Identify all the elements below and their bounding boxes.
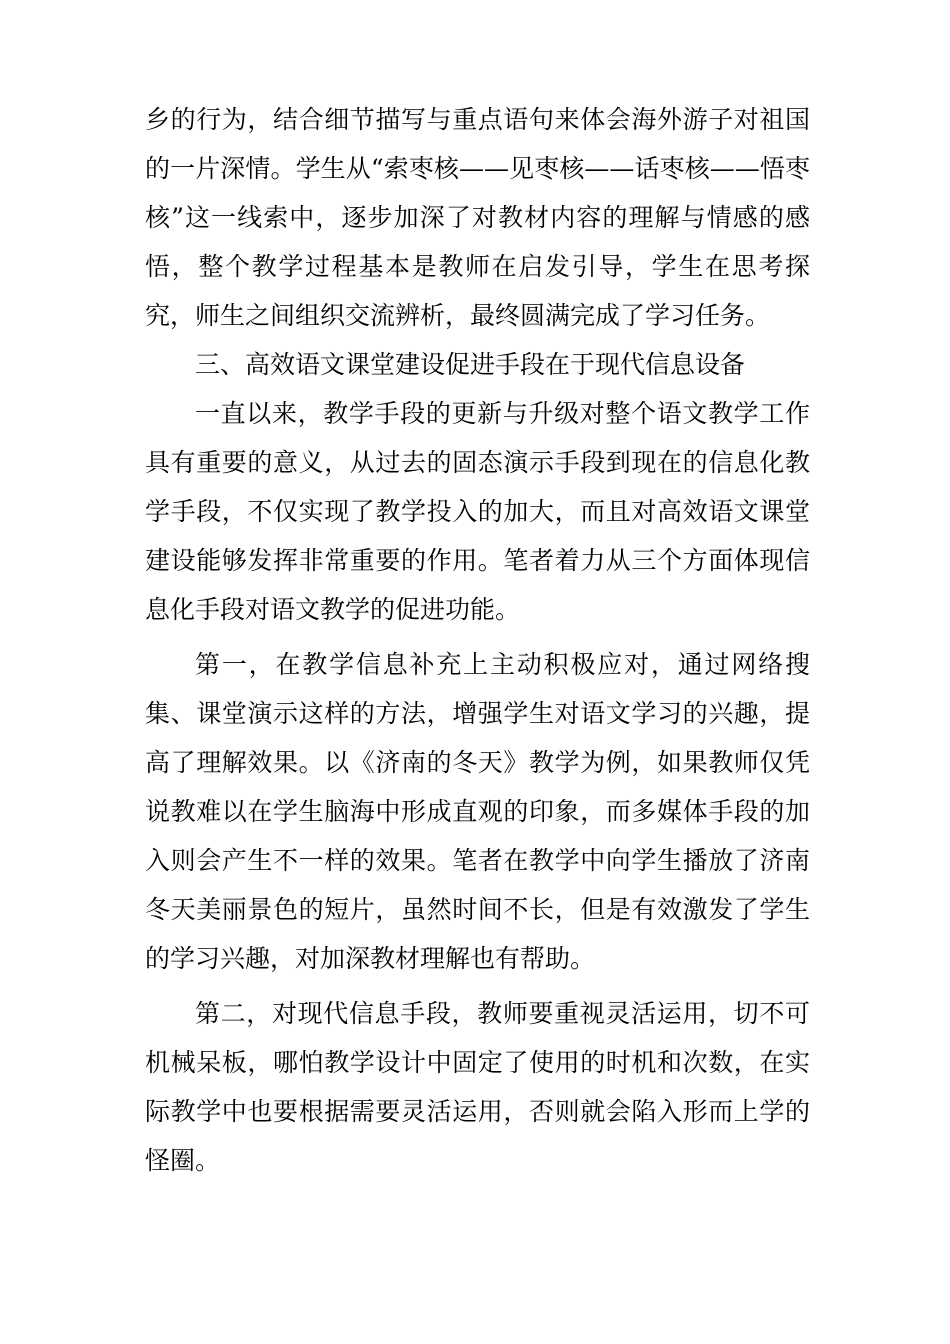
paragraph-continuation: 乡的行为，结合细节描写与重点语句来体会海外游子对祖国的一片深情。学生从“索枣核——见枣核——话枣核——悟枣核”这一线索中，逐步加深了对教材内容的理解与情感的感悟，整个教学过程基本是教师在启发引导，学生在思考探究，师生之间组织交流辨析，最终圆满完成了学习任务。 xyxy=(145,105,810,330)
document-page xyxy=(145,95,810,1185)
paragraph-second-point: 第二，对现代信息手段，教师要重视灵活运用，切不可机械呆板，哪怕教学设计中固定了使用的时机和次数，在实际教学中也要根据需要灵活运用，否则就会陷入形而上学的怪圈。 xyxy=(145,999,810,1175)
section-heading-3: 三、高效语文课堂建设促进手段在于现代信息设备 xyxy=(195,350,746,379)
paragraph-first-point: 第一，在教学信息补充上主动积极应对，通过网络搜集、课堂演示这样的方法，增强学生对语文学习的兴趣，提高了理解效果。以《济南的冬天》教学为例，如果教师仅凭说教难以在学生脑海中形成直观的印象，而多媒体手段的加入则会产生不一样的效果。笔者在教学中向学生播放了济南冬天美丽景色的短片，虽然时间不长，但是有效激发了学生的学习兴趣，对加深教材理解也有帮助。 xyxy=(145,650,810,973)
paragraph-section3-intro: 一直以来，教学手段的更新与升级对整个语文教学工作具有重要的意义，从过去的固态演示手段到现在的信息化教学手段，不仅实现了教学投入的加大，而且对高效语文课堂建设能够发挥非常重要的作用。笔者着力从三个方面体现信息化手段对语文教学的促进功能。 xyxy=(145,399,810,624)
